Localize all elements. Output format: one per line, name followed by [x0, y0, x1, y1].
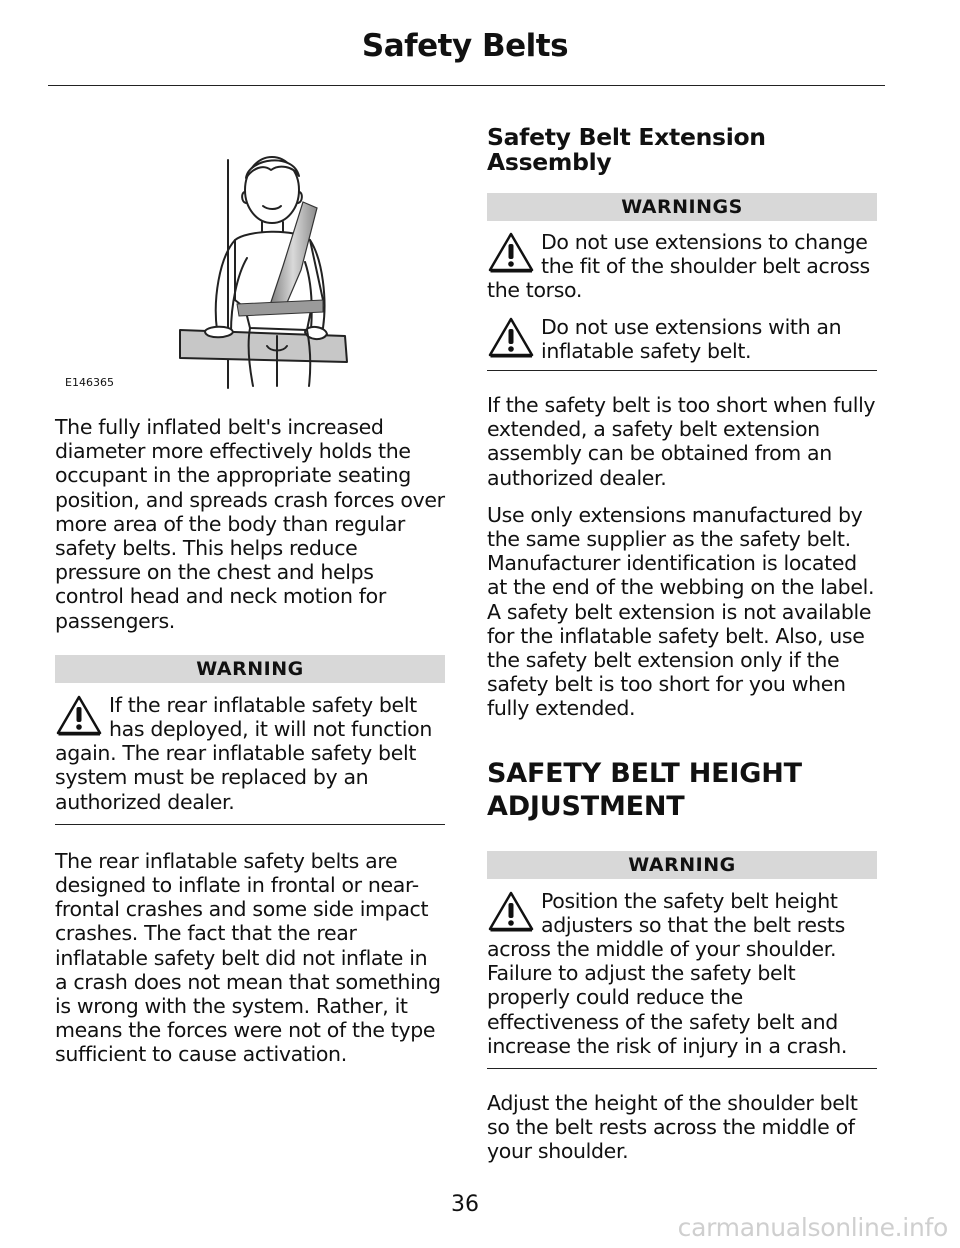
- warning-block: [487, 889, 877, 1058]
- extension-subheading: Safety Belt Extension Assembly: [487, 123, 766, 176]
- warnings-heading-bar: WARNINGS: [487, 193, 877, 221]
- page-title: Safety Belts: [361, 28, 569, 64]
- inflated-belt-paragraph: The fully inflated belt's increased diameter more effectively holds the occupant in the appropriate seating position, and spreads crash forces over more area of the body than regular safety belts. This helps reduce pressure on the chest and helps control head and neck motion for passengers.: [55, 415, 445, 633]
- warning-text: Do not use extensions to change the fit of the shoulder belt across the torso.: [487, 230, 870, 303]
- warning-divider: [487, 370, 877, 371]
- warning-triangle-icon: [487, 230, 535, 274]
- warning-divider: [55, 824, 445, 825]
- title-divider: [48, 85, 885, 86]
- warning-block: [487, 315, 877, 363]
- warning-divider: [487, 1068, 877, 1069]
- warning-triangle-icon: [55, 693, 103, 737]
- warning-text: Position the safety belt height adjusters so that the belt rests across the middle of your shoulder. Failure to adjust the safety belt properly could reduce the effectiveness of the safety belt and increase the risk of injury in a crash.: [487, 888, 848, 1058]
- warning-block: [55, 693, 445, 814]
- adjust-height-paragraph: Adjust the height of the shoulder belt so the belt rests across the middle of your shoulder.: [487, 1091, 858, 1164]
- right-column: [487, 125, 877, 1164]
- height-adjustment-heading: SAFETY BELT HEIGHT ADJUSTMENT: [487, 757, 802, 822]
- child-safety-belt-illustration: [55, 140, 445, 395]
- warning-block: [487, 230, 877, 303]
- rear-inflatable-paragraph: The rear inflatable safety belts are designed to inflate in frontal or near-frontal crashes and some side impact crashes. The fact that the rear inflatable safety belt did not inflate in a crash does not mean that something is wrong with the system. Rather, it means the forces were not of the type sufficient to cause activation.: [55, 848, 441, 1067]
- page-number: 36: [451, 1192, 479, 1217]
- watermark: carmanualsonline.info: [677, 1213, 948, 1242]
- left-column: [55, 140, 445, 1067]
- warning-text: If the rear inflatable safety belt has deployed, it will not function again. The rear inflatable safety belt system must be replaced by an authorized dealer.: [55, 692, 432, 814]
- warning-triangle-icon: [487, 889, 535, 933]
- figure-code: E146365: [65, 376, 114, 389]
- warning-text: Do not use extensions with an inflatable safety belt.: [541, 314, 842, 363]
- child-figure-drawing: [55, 140, 445, 395]
- warning-triangle-icon: [487, 315, 535, 359]
- extensions-paragraph: Use only extensions manufactured by the same supplier as the safety belt. Manufacturer identification is located at the end of the webbing on the label. A safety belt extension is not available for the inflatable safety belt. Also, use the safety belt extension only if the safety belt is too short for you when fully extended.: [487, 502, 875, 721]
- too-short-paragraph: If the safety belt is too short when fully extended, a safety belt extension assembly can be obtained from an authorized dealer.: [487, 393, 876, 490]
- warning-heading-bar: WARNING: [487, 851, 877, 879]
- warning-heading-bar: WARNING: [55, 655, 445, 683]
